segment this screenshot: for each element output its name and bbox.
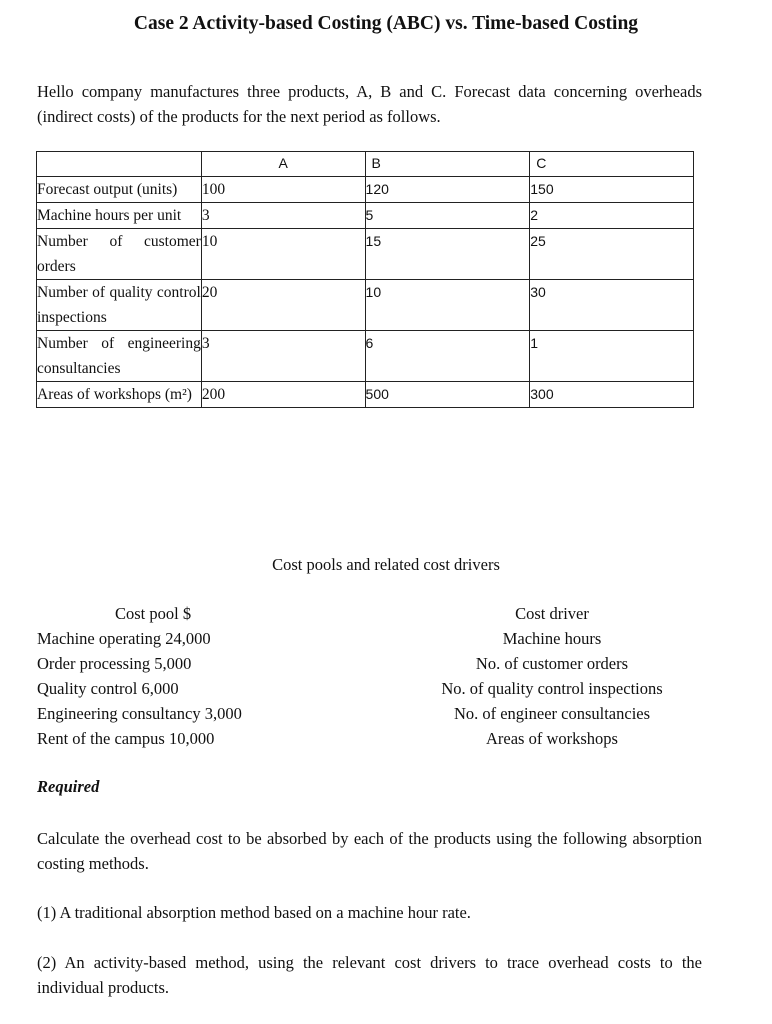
cell-c: 300: [530, 382, 694, 408]
header-empty: [37, 152, 202, 177]
method-2-paragraph: (2) An activity-based method, using the relevant cost drivers to trace overhead costs to the individual products.: [37, 953, 702, 997]
cell-c: 1: [530, 331, 694, 382]
table-header-row: [37, 152, 694, 177]
cell-b: 500: [365, 382, 530, 408]
table-row: [37, 229, 694, 280]
cost-pools-header: Cost pool $: [115, 604, 192, 623]
list-item: Machine operating 24,000: [37, 629, 211, 648]
cell-a: 3: [201, 203, 365, 229]
row-label-quality-inspections: Number of quality control inspections: [37, 280, 202, 331]
list-item: No. of engineer consultancies: [453, 704, 651, 723]
method-1-paragraph: (1) A traditional absorption method based on a machine hour rate.: [37, 903, 471, 922]
cell-a: 3: [201, 331, 365, 382]
row-label-engineering-consultancies: Number of engineering consultancies: [37, 331, 202, 382]
cell-b: 5: [365, 203, 530, 229]
list-item: Order processing 5,000: [37, 654, 192, 673]
row-label-customer-orders: Number of customer orders: [37, 229, 202, 280]
cell-a: 200: [201, 382, 365, 408]
list-item: Rent of the campus 10,000: [37, 729, 215, 748]
table-row: [37, 177, 694, 203]
cell-a: 10: [201, 229, 365, 280]
row-label-machine-hours: Machine hours per unit: [37, 203, 202, 229]
table-row: [37, 382, 694, 408]
page-title: Case 2 Activity-based Costing (ABC) vs. Time-based Costing: [133, 13, 639, 34]
cell-c: 150: [530, 177, 694, 203]
table-row: [37, 280, 694, 331]
cost-pools-list: [37, 601, 357, 751]
table-row: [37, 203, 694, 229]
cell-b: 6: [365, 331, 530, 382]
intro-paragraph: Hello company manufactures three products, A, B and C. Forecast data concerning overheads (indirect costs) of the products for the next period as follows.: [37, 82, 702, 126]
cell-c: 2: [530, 203, 694, 229]
header-product-b: B: [365, 152, 530, 177]
header-product-c: C: [530, 152, 694, 177]
section-subtitle: Cost pools and related cost drivers: [272, 555, 500, 574]
instructions-paragraph: Calculate the overhead cost to be absorbed by each of the products using the following absorption costing methods.: [37, 829, 702, 873]
list-item: Engineering consultancy 3,000: [37, 704, 242, 723]
table-row: [37, 331, 694, 382]
list-item: No. of quality control inspections: [441, 679, 663, 698]
list-item: Quality control 6,000: [37, 679, 179, 698]
header-product-a: A: [201, 152, 365, 177]
row-label-workshop-areas: Areas of workshops (m²): [37, 382, 202, 408]
list-item: No. of customer orders: [475, 654, 629, 673]
cell-b: 10: [365, 280, 530, 331]
list-item: Areas of workshops: [486, 729, 618, 748]
cell-a: 20: [201, 280, 365, 331]
forecast-data-table: [36, 151, 694, 408]
cell-c: 30: [530, 280, 694, 331]
cost-drivers-list: [412, 601, 692, 751]
cost-drivers-header: Cost driver: [515, 604, 589, 623]
cell-c: 25: [530, 229, 694, 280]
cell-b: 15: [365, 229, 530, 280]
row-label-forecast-output: Forecast output (units): [37, 177, 202, 203]
cell-a: 100: [201, 177, 365, 203]
list-item: Machine hours: [502, 629, 602, 648]
cell-b: 120: [365, 177, 530, 203]
required-heading: Required: [37, 777, 100, 796]
